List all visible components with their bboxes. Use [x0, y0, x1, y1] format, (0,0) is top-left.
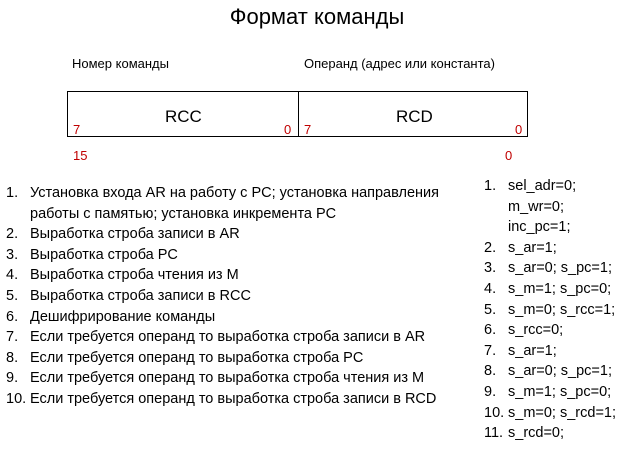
signal-item [484, 361, 616, 382]
signal-item-text [508, 423, 564, 444]
step-item [6, 368, 439, 389]
step-item-number: 6. [6, 308, 19, 325]
signal-item-number: 8. [484, 363, 497, 380]
step-item [6, 286, 439, 307]
signal-item-text [508, 382, 611, 403]
step-item-text [30, 224, 240, 245]
signal-item-number: 6. [484, 322, 497, 339]
step-item-number: 7. [6, 329, 19, 346]
step-item-text [30, 286, 251, 307]
step-item-text [30, 245, 178, 266]
step-item-text [30, 327, 425, 348]
signal-item-line: s_rcd=0; [508, 425, 565, 442]
signal-item-line: s_ar=1; [508, 239, 557, 256]
signal-item [484, 341, 616, 362]
signals-list [484, 176, 616, 444]
signal-item [484, 279, 616, 300]
operand-label: Операнд (адрес или константа) [304, 56, 495, 71]
signal-item-line: s_m=1; s_pc=0; [508, 280, 612, 297]
signal-item [484, 403, 616, 424]
step-item-text [30, 368, 424, 389]
signal-item-number: 10. [484, 404, 505, 421]
rcc-field: RCC [165, 107, 202, 126]
step-item-number: 1. [6, 185, 19, 201]
step-item-line: Выработка строба записи в RCC [30, 287, 251, 304]
signal-item-text [508, 361, 612, 382]
signal-item-line: s_ar=0; s_pc=1; [508, 260, 612, 277]
signal-item-text [508, 320, 563, 341]
signal-item-text [508, 403, 616, 424]
step-item-line: Если требуется операнд то выработка строба записи в RCD [30, 390, 437, 407]
step-item-number: 4. [6, 267, 19, 284]
signal-item [484, 176, 616, 238]
signal-item [484, 238, 616, 259]
signal-item-text [508, 279, 611, 300]
command-number-label: Номер команды [72, 56, 169, 71]
signal-item [484, 423, 616, 444]
field-divider [298, 91, 299, 137]
step-item-text [30, 183, 439, 224]
signal-item-number: 7. [484, 342, 497, 359]
signal-item-line: s_m=1; s_pc=0; [508, 383, 612, 400]
rcc-high-bit: 7 [73, 122, 81, 137]
signal-item-number: 1. [484, 178, 497, 194]
signal-item-line: s_m=0; s_rcd=1; [508, 404, 616, 421]
signal-item-text [508, 238, 557, 259]
step-item-number: 5. [6, 287, 19, 304]
signal-item-text [508, 341, 557, 362]
step-item-text [30, 307, 215, 328]
signal-item-number: 4. [484, 280, 497, 297]
signal-item-text [508, 176, 576, 238]
signal-item [484, 258, 616, 279]
step-item-line: Если требуется операнд то выработка строба записи в AR [30, 329, 426, 346]
step-item [6, 245, 439, 266]
rcd-low-bit: 0 [515, 122, 523, 137]
step-item-line: Выработка строба записи в AR [30, 226, 240, 243]
step-item-text [30, 389, 436, 410]
signal-item-line: inc_pc=1; [508, 219, 571, 236]
step-item-line: Установка входа AR на работу с PC; установка направления [30, 185, 439, 201]
command-low-bit: 0 [505, 148, 513, 163]
step-item-number: 8. [6, 349, 19, 366]
signal-item-number: 9. [484, 383, 497, 400]
step-item [6, 348, 439, 369]
step-item-number: 2. [6, 226, 19, 243]
step-item-line: Если требуется операнд то выработка строба чтения из M [30, 370, 425, 387]
signal-item-number: 2. [484, 239, 497, 256]
signal-item-text [508, 300, 615, 321]
signal-item-line: sel_adr=0; [508, 178, 577, 194]
signal-item-line: s_ar=1; [508, 342, 557, 359]
signal-item-number: 11. [484, 425, 504, 442]
step-item-line: Выработка строба PC [30, 246, 178, 263]
step-item-line: Если требуется операнд то выработка строба PC [30, 349, 364, 366]
step-item-text [30, 348, 363, 369]
step-item-text [30, 265, 239, 286]
signal-item [484, 300, 616, 321]
rcc-low-bit: 0 [284, 122, 292, 137]
signal-item-text [508, 258, 612, 279]
signal-item [484, 320, 616, 341]
signal-item-line: s_ar=0; s_pc=1; [508, 363, 612, 380]
step-item [6, 224, 439, 245]
signal-item-number: 3. [484, 260, 497, 277]
rcd-high-bit: 7 [304, 122, 312, 137]
step-item [6, 183, 439, 224]
step-item [6, 307, 439, 328]
signal-item-line: s_m=0; s_rcc=1; [508, 301, 616, 318]
step-item-number: 10. [6, 390, 27, 407]
step-item [6, 327, 439, 348]
step-item-line: работы с памятью; установка инкремента PC [30, 205, 337, 222]
step-item [6, 389, 439, 410]
step-item-line: Выработка строба чтения из M [30, 267, 239, 284]
step-item-number: 9. [6, 370, 19, 387]
signal-item-number: 5. [484, 301, 497, 318]
signal-item [484, 382, 616, 403]
signal-item-line: s_rcc=0; [508, 322, 564, 339]
step-item-line: Дешифрирование команды [30, 308, 216, 325]
rcd-field: RCD [396, 107, 433, 126]
page-title: Формат команды [229, 4, 405, 29]
step-item [6, 265, 439, 286]
command-high-bit: 15 [73, 148, 88, 163]
signal-item-line: m_wr=0; [508, 198, 565, 215]
steps-list [6, 183, 439, 410]
step-item-number: 3. [6, 246, 19, 263]
